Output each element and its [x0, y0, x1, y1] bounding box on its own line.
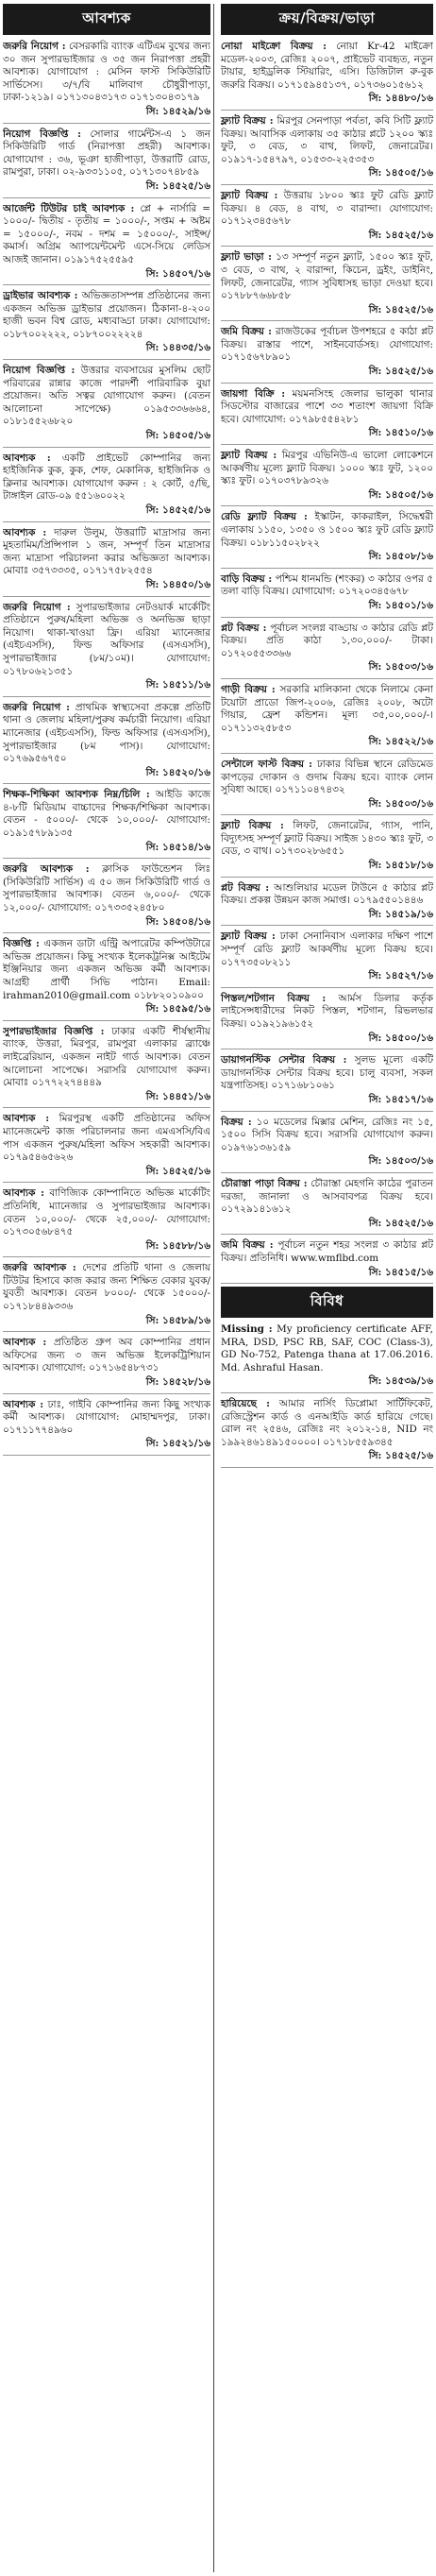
ad-title: ফ্ল্যাট বিক্রয় : — [221, 820, 284, 832]
classified-ad — [221, 682, 433, 754]
ad-body: পূর্বাচল নতুন শহর সংলগ্ন ৩ কাঠার প্লট বিক্রয়। প্রতিনিধি। www.wmflbd.com — [221, 1239, 433, 1264]
classified-ad — [221, 571, 433, 618]
ad-title: আবশ্যক : — [3, 452, 51, 464]
ad-code: সি: ১৪৫৯৫/১৬ — [145, 1003, 210, 1015]
ad-code: সি: ১৪৫২৯/১৬ — [145, 105, 210, 117]
classified-ad — [221, 1322, 433, 1393]
ad-title: নিয়োগ বিজ্ঞপ্তি : — [3, 128, 81, 140]
ad-body: একটি প্রাইভেট কোম্পানির জন্য হাইজিনিক কুক, কুক, শেফ, মেকানিক, হাইজিনিক ও ক্লিনার আবশ্যক। যোগাযোগ করুন : ২ কোর্ট, ৫/ছি, টাঙ্গাইল রোড-০৯ ৫৫১৬০০২২ — [3, 452, 210, 503]
ad-title: নিয়োগ বিজ্ঞপ্তি : — [3, 365, 75, 377]
classified-ad — [3, 1397, 210, 1456]
ad-body: সরকারি মালিকানা থেকে নিলামে কেনা টয়োটা প্রাডো জিপ-২০০৬, রেজিঃ ২০০৮, অটো গিয়ার, ফ্রেশ কন্ডিশন। মূল্য ৩৫,০০,০০০/-। ০১৭১১৩২৫৮৫৩ — [221, 683, 433, 734]
ad-body: উত্তরার ব্যবসায়ের মুসলিম ছোট পরিবারের রান্নার কাজে পারদর্শী পারিবারিক বুয়া প্রয়োজন। অতি সত্বর যোগাযোগ করুন। (বেতন আলোচনা সাপেক্ষে) ০১৯৫৩৩৬৬৬৪, ০১৮১৫৫২৬৮২০ — [3, 365, 211, 428]
classified-ad — [3, 1186, 210, 1257]
ad-title: ফ্ল্যাট বিক্রয় : — [221, 930, 276, 943]
ad-code: সি: ১৪৫২৫/১৬ — [368, 1450, 433, 1462]
classified-ad — [3, 862, 210, 933]
ad-body: দেশের প্রতিটি থানা ও জেলায় টিউটর হিসাবে কাজ করার জন্য শিক্ষিত বেকার যুবক/যুবতী আবশ্যক। বেতন ৮০০০/- থেকে ১৫০০০/- ০১৭১৮৪৪৯৩৩৬ — [3, 1262, 210, 1313]
ad-code: সি: ১৪৫২২/১৬ — [368, 736, 433, 748]
ad-code: সি: ১৪৫০৪/১৬ — [145, 915, 210, 928]
ad-code: সি: ১৪৫০৫/১৬ — [368, 488, 433, 501]
ad-title: Missing : — [221, 1323, 273, 1336]
ad-code: সি: ১৪৫২৮/১৬ — [145, 1376, 210, 1389]
ad-body: আশুলিয়ার মডেল টাউনে ৫ কাঠার প্লট বিক্রয়। প্রকল্প উন্নয়ন কাজ সমাপ্ত। ০১৭৯৫৫০১৪৪৬ — [221, 881, 433, 907]
ad-code: সি: ১৪৪৫০/১৬ — [145, 578, 210, 590]
classified-ad — [221, 324, 433, 383]
ad-body: ১০ মডেলের মিক্সার মেশিন, রেজিঃ নং ১৫, ১৫০০ সিসি বিক্রয় হবে। সরাসরি যোগাযোগ করুন। ০১৯৭৬১৩৬১৫৯ — [221, 1116, 433, 1153]
ad-code: সি: ১৪৫০৩/১৬ — [368, 1155, 433, 1168]
ad-body: রাজউকের পূর্বাচল উপশহরে ৫ কাঠা প্লট বিক্রয়। রাস্তার পাশে, সাইনবোর্ডসহ। যোগাযোগ: ০১৭১৫৬৭৮৯০১ — [221, 326, 433, 364]
ad-code: সি: ১৪৫২৫/১৬ — [145, 504, 210, 516]
ad-body: প্লে + নার্সারি = ১০০০/- দ্বিতীয় - তৃতীয় = ১০০০/-, সপ্তম + অষ্টম = ১৫০০০/-, নবম - দশম = ১৫০০০/-, সাইন্স/কমার্স। অগ্রিম অ্যাপয়েন্টমেন্ট এসে-সিয়ে লেডিস আজই জানান। ০১৯১৭৫২৫৫৯৫ — [3, 202, 210, 265]
classified-ad — [3, 39, 210, 124]
ad-code: সি: ১৪৫২৫/১৬ — [145, 179, 210, 192]
ad-code: সি: ১৪৫০০/১৬ — [368, 1032, 433, 1044]
classified-ad — [221, 386, 433, 445]
ad-title: ফ্ল্যাট বিক্রয় : — [221, 189, 278, 201]
ad-code: সি: ১৪৫২০/১৬ — [145, 766, 210, 778]
classified-ad — [3, 1111, 210, 1183]
classified-ad — [221, 1237, 433, 1284]
ad-title: প্লট বিক্রয় : — [221, 622, 267, 634]
ad-code: সি: ১৪৫১৫/১৬ — [368, 1266, 433, 1278]
classified-ad — [3, 1335, 210, 1393]
ad-code: সি: ১৪৫২৫/১৬ — [145, 1165, 210, 1177]
column-buy-sell-rent — [219, 4, 433, 2572]
classified-ad — [3, 1260, 210, 1332]
ad-body: ১৩ সম্পূর্ণ নতুন ফ্ল্যাট, ১৫০০ স্ক্যঃ ফুট, ৩ বেড, ৩ বাথ, ২ বারান্দা, কিচেন, ড্রইং, ডাইনিং, লিফট, জেনারেটর, গ্যাস সুবিধাসহ ভাড়া দেওয়া হবে। ০১৭৮৮৭৬৬৮৫৮ — [221, 251, 433, 302]
ad-body: চৌরাস্তা মেহগনি কাঠের পুরাতন দরজা, জানালা ও আসবাবপত্র বিক্রয় হবে। ০১৭২৯১৪১৬১২ — [221, 1177, 433, 1216]
ad-title: রেডি ফ্ল্যাট বিক্রয় : — [221, 511, 308, 523]
ad-title: চৌরাস্তা পাড়া বিক্রয় : — [221, 1177, 308, 1189]
ad-body: উত্তরায় ১৮০০ স্ক্যঃ ফুট রেডি ফ্ল্যাট বিক্রয়। ৪ বেড, ৪ বাথ, ৩ বারান্দা। যোগাযোগ: ০১৭১২৩৪৫৬৭৮ — [221, 189, 433, 228]
classified-ad — [221, 880, 433, 927]
classified-ad — [221, 1052, 433, 1111]
ad-body: বাণিজ্যিক কোম্পানিতে অভিজ্ঞ মার্কেটিং প্রতিনিধি, ম্যানেজার ও সুপারভাইজার আবশ্যক। বেতন ১০,০০০/- থেকে ২৫,০০০/- যোগাযোগ: ০১৭৩০৫৬৮৪৭৫ — [3, 1187, 211, 1238]
ad-title: সুপারভাইজার বিজ্ঞপ্তি : — [3, 1025, 105, 1037]
ad-body: নোয়া Kr-42 মাইক্রো মডেল-২০০৩, রেজিঃ ২০০৭, প্রাইভেট ব্যবহৃত, নতুন টায়ার, হাইড্রলিক স্টিয়ারিং, এসি। ডিজিটাল রু-বুক জরুরি বিক্রয়। ০১৭১৫৯৪৫১৩৭, ০১৭৩৬০১৫৬১২ — [221, 41, 433, 91]
ad-body: মিরপুর সেনপাড়া পর্বতা, কবি সিটি ফ্ল্যাট বিক্রয়। আবাসিক এলাকায় ৩৫ কাঠার প্লটে ১২০০ স্ক্যঃ ফুট, ৩ বেড, ৩ বাথ, লিফট, জেনারেটর। ০১৯১৭-১৫৪৭৯৭, ০১৫৩৩-২২৫৩৫৩ — [221, 114, 433, 165]
section-header-wanted: আবশ্যক — [3, 4, 210, 35]
classified-ad — [221, 991, 433, 1049]
ad-title: জরুরি নিয়োগ : — [3, 601, 71, 613]
ad-body: ইস্কাটন, কাকরাইল, সিদ্ধেশ্বরী এলাকায় ১১৫০, ১৩৫০ ও ১৫০০ স্ক্যঃ ফুট রেডি ফ্ল্যাট বিক্রয়। ০১৮১১৫০২৮২২ — [221, 511, 433, 549]
ad-code: সি: ১৪৫২৫/১৬ — [368, 366, 433, 378]
ad-body: বেসরকারি ব্যাংক এটিএম বুথের জন্য ৩০ জন সুপারভাইজার ও ৩৫ জন নিরাপত্তা প্রহরী আবশ্যক। যোগাযোগ : মেসিন ফাস্ট সিকিউরিটি সার্ভিসেস। ৩/৭/বি মালিবাগ চৌধুরীপাড়া, ঢাকা-১২১৯। ০১৭১৩০৪৩১৭৩ ০১৭১৩০৪৩১৭৯ — [3, 41, 210, 104]
ad-title: আবশ্যক : — [3, 1337, 47, 1349]
ad-body: লিফট, জেনারেটর, গ্যাস, পানি, বিদ্যুৎসহ সম্পূর্ণ ফ্ল্যাট বিক্রয়। সাইজ ১৪৩০ স্ক্যঃ ফুট, ৩ বেড, ৩ বাথ। ০১৭৩০২৮৬৫৫১ — [221, 820, 433, 858]
ad-code: সি: ১৪৫০৫/১৬ — [145, 430, 210, 442]
ad-body: ঢাকার বিভিন্ন স্থানে রেডিমেড কাপড়ের দোকান ও গুদাম বিক্রয় হবে। ব্যাংক লোন সুবিধা আছে। ০১৭১১০৪৭৪৩২ — [221, 758, 433, 796]
ad-title: সেন্টালে ফাস্ট বিক্রয় : — [221, 758, 313, 770]
ads-list-wanted — [3, 39, 210, 1456]
ad-title: ফ্ল্যাট বিক্রয় : — [221, 114, 274, 127]
ad-code: সি: ১৪৫১৭/১৬ — [368, 1093, 433, 1105]
section-header-buy-sell-rent: ক্রয়/বিক্রয়/ভাড়া — [221, 4, 433, 35]
ad-title: নোয়া মাইক্রো বিক্রয় : — [221, 41, 327, 52]
ad-title: জরুরি আবশ্যক : — [3, 863, 90, 876]
ad-body: My proficiency certificate AFF, MRA, DSD, PSC RB, SAF, COC (Class-3), GD No-752, Patenga thana at 17.06.2016. Md. Ashraful Hasan. — [221, 1323, 433, 1373]
classified-ad — [3, 936, 210, 1021]
ad-body: একজন ডাটা এন্ট্রি অপারেটর কম্পিউটারে অভিজ্ঞ প্রয়োজন। কিছু সংখ্যক ইলেকট্রনিক্স আইটেম ইঞ্জিনিয়ার জন্য একজন অভিজ্ঞ কর্মী আবশ্যক। আগ্রহী প্রার্থী সিভি পাঠান। Email: irahman2010@gmail.com ০১৮৮২০১০৯০০ — [3, 938, 210, 1001]
ad-code: সি: ১৪৪৩৫/১৬ — [145, 342, 210, 354]
classified-ad — [221, 188, 433, 247]
ad-body: মিরপুর এভিনিউ-এ ভালো লোকেশনে আকর্ষণীয় মূল্যে ফ্ল্যাট বিক্রয়। ১০০০ স্ক্যঃ ফুট, ১২০০ স্ক্যঃ ফুট। ০১৭০৩৭৮৯৩২৬ — [221, 450, 433, 487]
ad-body: সোলার গার্মেন্টস-এ ১ জন সিকিউরিটি গার্ড (নিরাপত্তা প্রহরী) আবশ্যক। যোগাযোগ : ৩৬, ভূঞা হাজীপাড়া, উত্তরাটি রোড, রামপুরা, ঢাকা। ০২-৯৩৩১১০৫, ০১৭১৩০৭৪৮৫৯ — [3, 128, 210, 179]
classified-ad — [221, 249, 433, 321]
section-header-misc: বিবিধ — [221, 1287, 433, 1318]
ad-code: সি: ১৪৫২৫/১৬ — [368, 229, 433, 241]
ad-body: প্রাথমিক স্বাস্থ্যসেবা প্রকল্পে প্রতিটি থানা ও জেলায় মহিলা/পুরুষ কর্মচারী নিয়োগ। এরিয়া ম্যানেজার (এইচএসসি), ফিল্ড অফিসার (এসএসসি), সুপারভাইজার (৮ম পাস)। যোগাযোগ: ০১৭৬৯৫৬৭৫০ — [3, 701, 210, 765]
column-wanted — [3, 4, 214, 2572]
ad-title: ফ্ল্যাট বিক্রয় : — [221, 450, 277, 462]
classified-ad — [3, 787, 210, 859]
ad-title: বিজ্ঞপ্তি : — [3, 938, 40, 950]
ad-title: পিস্তল/শটগান বিক্রয় : — [221, 992, 327, 1004]
ad-code: সি: ১৪৫২৭/১৬ — [368, 970, 433, 982]
classified-ad — [221, 929, 433, 987]
classified-ad — [221, 1176, 433, 1235]
ad-title: গাড়ী বিক্রয় : — [221, 683, 276, 695]
classified-ad — [3, 127, 210, 198]
ad-code: সি: ১৪৫২১/১৬ — [145, 1438, 210, 1450]
classified-ad — [3, 600, 210, 697]
classified-ad — [3, 201, 210, 286]
classified-ad — [221, 757, 433, 815]
ad-body: ময়মনসিংহ জেলার ভালুকা থানার সিডস্টোর বাজারের পাশে ৩৩ শতাংশ জায়গা বিক্রি হবে। যোগাযোগ: ০১৭৯৮৫৫৪২৮১ — [221, 387, 433, 425]
ad-title: বাড়ি বিক্রয় : — [221, 572, 273, 585]
ad-code: সি: ১৪৫০৩/১৬ — [368, 661, 433, 674]
ad-body: আর্মস ডিলার কর্তৃক লাইসেন্সধারীদের নিকট পিস্তল, শটগান, রিভলভার বিক্রয়। ০১৯২১৯৬১৫২ — [221, 992, 433, 1030]
ad-title: আবশ্যক : — [3, 1113, 50, 1125]
ad-body: মিরপুরস্থ একটি প্রতিষ্ঠানের অফিস ম্যানেজমেন্ট কাজ পরিচালনার জন্য এমএসসি/বিএ পাস একজন পুরুষ/মহিলা অফিস সহকারী আবশ্যক। ০১৭৯৫৪৬৫৬২৬ — [3, 1113, 210, 1164]
ad-body: আমার নার্সিং ডিপ্লোমা সার্টিফিকেট, রেজিস্ট্রেশন কার্ড ও এনআইডি কার্ড হারিয়ে গেছে। রোল নং ২৫৪৬, রেজিঃ নং ২০১২-১৪, NID নং ১৯৯২৪৬১৪৯১৫০০০০। ০১৭১৮৫৫৯৩৪৫ — [221, 1398, 433, 1448]
classified-ad — [3, 288, 210, 360]
ad-title: আবশ্যক : — [3, 1398, 44, 1410]
ads-list-buy-sell-rent — [221, 39, 433, 1284]
ad-title: ড্রাইভার আবশ্যক : — [3, 290, 78, 302]
ad-title: শিক্ষক-শিক্ষিকা আবশ্যক নিম্ন/চিলি : — [3, 789, 150, 801]
classified-ad — [221, 1396, 433, 1468]
ad-body: ঢাকার একটি শীর্ষস্থানীয় ব্যাংক, উত্তরা, মিরপুর, রামপুরা এলাকার ব্র্যাঞ্চে লাইব্রেরিয়ান, একজন নাইট গার্ড আবশ্যক। বেতন আলোচনা সাপেক্ষে। সরাসরি যোগাযোগ করুন। মোবাঃ ০১৭৭২২৭৪৪৪৯ — [3, 1025, 210, 1089]
classified-ad — [221, 448, 433, 506]
ad-code: সি: ১৪৫৮৯/১৬ — [145, 1314, 210, 1326]
classified-ad — [221, 818, 433, 877]
ad-body: সুলভ মূল্যে একটি ডায়াগনস্টিক সেন্টার বিক্রয় হবে। চালু ব্যবসা, সকল যন্ত্রপাতিসহ। ০১৭১৬৮১০৬১ — [221, 1054, 433, 1092]
ad-code: সি: ১৪৫১৮/১৬ — [368, 860, 433, 872]
ad-code: সি: ১৪৫১১/১৬ — [145, 679, 210, 691]
ad-title: জরুরি নিয়োগ : — [3, 701, 71, 713]
ad-code: সি: ১৪৫১০/১৬ — [368, 427, 433, 439]
ad-title: আবশ্যক : — [3, 526, 47, 538]
ads-list-misc — [221, 1322, 433, 1468]
ad-title: ফ্ল্যাট ভাড়া : — [221, 251, 272, 264]
ad-body: দারুল উলুম, উত্তরাটি মাদ্রাসার জন্য মুহতামিম/প্রিন্সিপাল ১ জন, সম্পূর্ণ তিন মাদ্রাসার জন্য মাদ্রাসা পরিচালনা করার অভিজ্ঞতা আবশ্যক। মোবাঃ ৩৫৭৩৩৩৫, ০১৭১৭৫৮২৫৫৪ — [3, 526, 211, 577]
ad-code: সি: ১৪৫২৫/১৬ — [368, 1217, 433, 1229]
ad-title: বিক্রয় : — [221, 1116, 252, 1128]
ad-title: প্লট বিক্রয় : — [221, 881, 270, 894]
ad-code: সি: ১৪৫০১/১৬ — [368, 599, 433, 611]
ad-title: জমি বিক্রয় : — [221, 326, 272, 338]
classified-ad — [221, 621, 433, 679]
classified-ad — [3, 363, 210, 448]
ad-body: অভিজ্ঞতাসম্পন্ন প্রতিষ্ঠানের জন্য একজন অভিজ্ঞ ড্রাইভার প্রয়োজন। ঠিকানা-৪-২০০ হাজী ভবন বিশ্ব রোড, মধ্যবাড্ডা ঢাকা। যোগাযোগ: ০১৮৭০০২২২২, ০১৮৭০০২২২২৪ — [3, 290, 210, 340]
ad-body: পূর্বাচল সংলগ্ন বাড্ডায় ৩ কাঠার রেডি প্লট বিক্রয়। প্রতি কাঠা ১,৩০,০০০/- টাকা। ০১৭২০৫৫৩৩৬৬ — [221, 622, 433, 659]
classified-ad — [3, 525, 210, 597]
ad-code: সি: ১৪৫৩৯/১৬ — [368, 1375, 433, 1388]
classified-ad — [3, 451, 210, 522]
ad-body: ঢাকা সেনানিবাস এলাকার দক্ষিণ পাশে সম্পূর্ণ রেডি ফ্ল্যাট আকর্ষণীয় মূল্যে বিক্রয় হবে। ০১৭৭৩৫০৮২১১ — [221, 930, 433, 968]
ad-body: ক্লাসিক ফাউন্ডেশন লিঃ (সিকিউরিটি সার্ভিস) এ ৫০ জন সিকিউরিটি গার্ড ও সুপারভাইজার আবশ্যক। বেতন ৬,০০০/- থেকে ১২,০০০/- যোগাযোগ: ০১৭৩৩৫২৪৫৮০ — [3, 863, 210, 914]
classified-ad — [3, 700, 210, 785]
ad-title: জায়গা বিক্রি : — [221, 387, 286, 400]
ad-title: হারিয়েছে : — [221, 1398, 270, 1410]
ad-code: সি: ১৪৫১৯/১৬ — [368, 908, 433, 920]
ad-body: সুপারভাইজার নেটওয়ার্ক মার্কেটিং প্রতিষ্ঠানে পুরুষ/মহিলা অভিজ্ঞ ও অনভিজ্ঞ ছাড়া নিয়োগ। থাকা-খাওয়া ফ্রি। এরিয়া ম্যানেজার (এইচএসসি), ফিল্ড অফিসার (এসএসসি), সুপারভাইজার (৮ম/১০ম)। যোগাযোগ: ০১৭৮০৬২১৩৫১ — [3, 601, 210, 677]
ad-title: জমি বিক্রয় : — [221, 1239, 274, 1252]
ad-code: সি: ১৪৫০৩/১৬ — [368, 797, 433, 810]
ad-code: সি: ১৪৫০৭/১৬ — [145, 267, 210, 280]
ad-title: আবশ্যক : — [3, 1187, 44, 1200]
classified-ad — [221, 39, 433, 111]
ad-body: আইডি কাজে ৪-৮টি মিডিয়াম বাচ্চাদের শিক্ষক/শিক্ষিকা আবশ্যক। বেতন - ৫০০০/- থেকে ১০,০০০/- যোগাযোগ: ০১৯১৫৭৮৯১৩৫ — [3, 789, 210, 840]
ad-title: আর্জেন্ট টিউটর চাই আবশ্যক : — [3, 202, 135, 214]
classified-ad — [221, 113, 433, 185]
ad-title: ডায়াগনস্টিক সেন্টার বিক্রয় : — [221, 1054, 347, 1066]
ad-body: প্রতিষ্ঠিত গ্রুপ অব কোম্পানির প্রধান অফিসের জন্য ৩ জন অভিজ্ঞ ইলেকট্রিশিয়ান আবশ্যক। যোগাযোগ: ০১৭১৬৫৪৮৭৩১ — [3, 1337, 210, 1374]
ad-title: জরুরি আবশ্যক : — [3, 1262, 76, 1274]
ad-code: সি: ১৪৫০৫/১৬ — [368, 167, 433, 179]
ad-code: সি: ১৪৫০৮/১৬ — [368, 551, 433, 563]
ad-code: সি: ১৪৪৮০/১৬ — [368, 93, 433, 105]
ad-code: সি: ১৪৪৫১/১৬ — [145, 1090, 210, 1102]
classified-ad — [221, 509, 433, 568]
ad-body: ঢাঃ, গাইবি কোম্পানির জন্য কিছু সংখ্যক কর্মী আবশ্যক। যোগাযোগ: মোহাম্মদপুর, ঢাকা। ০১৭১১৭৭৪৯৬০ — [3, 1398, 211, 1436]
classified-ad — [3, 1024, 210, 1109]
ad-title: জরুরি নিয়োগ : — [3, 41, 66, 52]
ad-body: পশ্চিম ধানমন্ডি (শংকর) ৩ কাঠার ওপর ৫ তলা বাড়ি বিক্রয়। যোগাযোগ: ০১৭২০৩৪৫৬৭৮ — [221, 572, 433, 598]
ad-code: সি: ১৪৫৮৮/১৬ — [145, 1239, 210, 1252]
ad-code: সি: ১৪৫১৪/১৬ — [145, 841, 210, 853]
ad-code: সি: ১৪৫২৫/১৬ — [368, 303, 433, 316]
classified-ad — [221, 1115, 433, 1173]
